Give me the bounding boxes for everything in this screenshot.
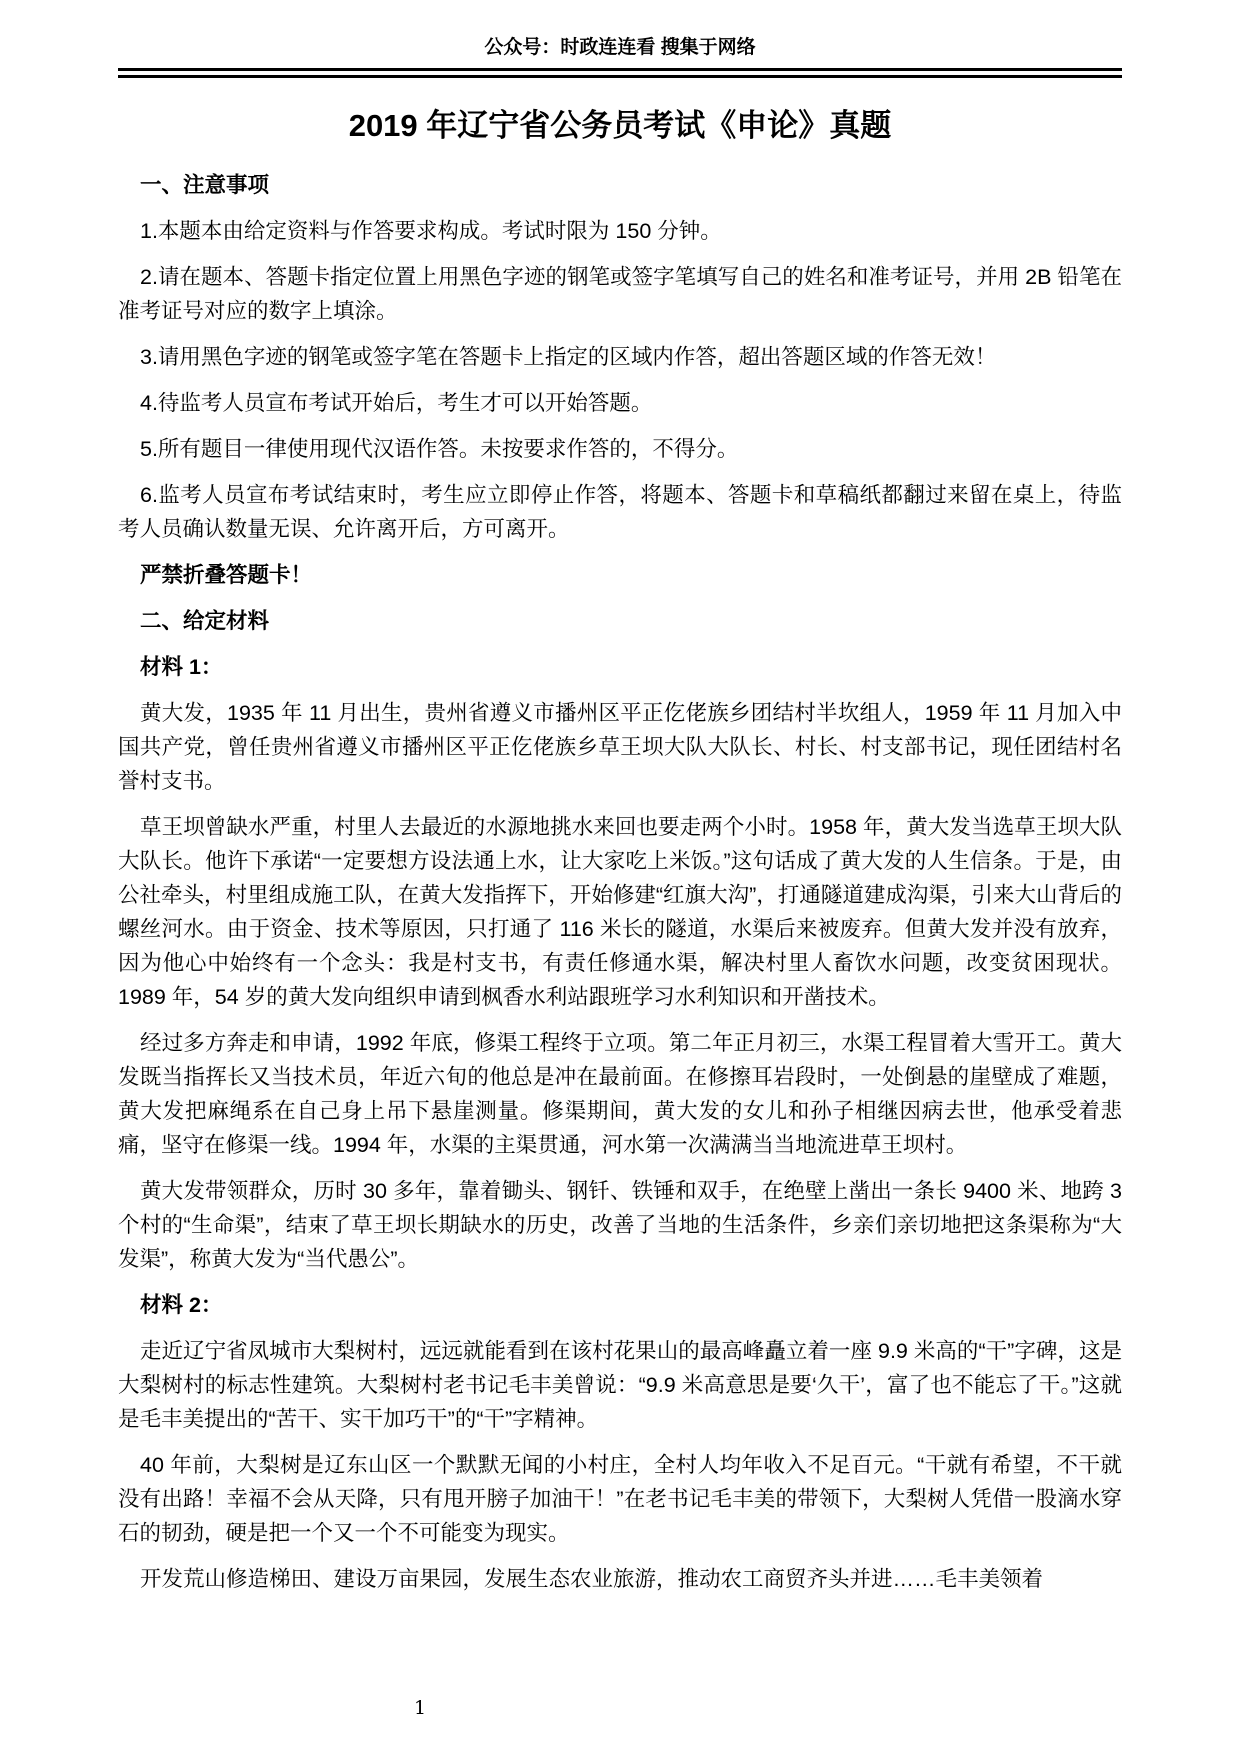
material-1-paragraph-1: 黄大发，1935 年 11 月出生，贵州省遵义市播州区平正仡佬族乡团结村半坎组人，1959 年 11 月加入中国共产党，曾任贵州省遵义市播州区平正仡佬族乡草王坝大队大队长、村长、村支部书记，现任团结村名誉村支书。 xyxy=(118,701,1122,793)
material-1-label: 材料 1： xyxy=(140,655,223,679)
section-heading-materials: 二、给定材料 xyxy=(140,609,270,633)
material-2-paragraph-2: 40 年前，大梨树是辽东山区一个默默无闻的小村庄，全村人均年收入不足百元。“干就有希望，不干就没有出路！幸福不会从天降，只有甩开膀子加油干！”在老书记毛丰美的带领下，大梨树人凭借一股滴水穿石的韧劲，硬是把一个又一个不可能变为现实。 xyxy=(118,1453,1122,1545)
warning-text: 严禁折叠答题卡！ xyxy=(140,563,313,587)
material-1-paragraph-3: 经过多方奔走和申请，1992 年底，修渠工程终于立项。第二年正月初三，水渠工程冒着大雪开工。黄大发既当指挥长又当技术员，年近六旬的他总是冲在最前面。在修擦耳岩段时，一处倒悬的崖壁成了难题，黄大发把麻绳系在自己身上吊下悬崖测量。修渠期间，黄大发的女儿和孙子相继因病去世，他承受着悲痛，坚守在修渠一线。1994 年，水渠的主渠贯通，河水第一次满满当当地流进草王坝村。 xyxy=(118,1031,1122,1157)
header-rule xyxy=(118,68,1122,78)
section-heading-notices: 一、注意事项 xyxy=(140,173,270,197)
notice-item-4: 4.待监考人员宣布考试开始后，考生才可以开始答题。 xyxy=(140,391,653,415)
material-1-paragraph-2: 草王坝曾缺水严重，村里人去最近的水源地挑水来回也要走两个小时。1958 年，黄大发当选草王坝大队大队长。他许下承诺“一定要想方设法通上水，让大家吃上米饭。”这句话成了黄大发的人生信条。于是，由公社牵头，村里组成施工队，在黄大发指挥下，开始修建“红旗大沟”，打通隧道建成沟渠，引来大山背后的螺丝河水。由于资金、技术等原因，只打通了 116 米长的隧道，水渠后来被废弃。但黄大发并没有放弃，因为他心中始终有一个念头：我是村支书，有责任修通水渠，解决村里人畜饮水问题，改变贫困现状。1989 年，54 岁的黄大发向组织申请到枫香水利站跟班学习水利知识和开凿技术。 xyxy=(118,815,1122,1009)
material-1-paragraph-4: 黄大发带领群众，历时 30 多年，靠着锄头、钢钎、铁锤和双手，在绝壁上凿出一条长 9400 米、地跨 3 个村的“生命渠”，结束了草王坝长期缺水的历史，改善了当地的生活条件，乡亲们亲切地把这条渠称为“大发渠”，称黄大发为“当代愚公”。 xyxy=(118,1179,1122,1271)
header-note: 公众号：时政连连看 搜集于网络 xyxy=(484,37,756,58)
notice-item-6: 6.监考人员宣布考试结束时，考生应立即停止作答，将题本、答题卡和草稿纸都翻过来留在桌上，待监考人员确认数量无误、允许离开后，方可离开。 xyxy=(118,483,1122,541)
material-2-paragraph-3: 开发荒山修造梯田、建设万亩果园，发展生态农业旅游，推动农工商贸齐头并进……毛丰美领着 xyxy=(140,1567,1044,1591)
material-2-label: 材料 2： xyxy=(140,1293,223,1317)
notice-item-3: 3.请用黑色字迹的钢笔或签字笔在答题卡上指定的区域内作答，超出答题区域的作答无效！ xyxy=(140,345,997,369)
notice-item-5: 5.所有题目一律使用现代汉语作答。未按要求作答的，不得分。 xyxy=(140,437,739,461)
page-title: 2019 年辽宁省公务员考试《申论》真题 xyxy=(348,108,892,143)
notice-item-1: 1.本题本由给定资料与作答要求构成。考试时限为 150 分钟。 xyxy=(140,219,722,243)
material-2-paragraph-1: 走近辽宁省凤城市大梨树村，远远就能看到在该村花果山的最高峰矗立着一座 9.9 米高的“干”字碑，这是大梨树村的标志性建筑。大梨树村老书记毛丰美曾说：“9.9 米高意思是要‘久干’，富了也不能忘了干。”这就是毛丰美提出的“苦干、实干加巧干”的“干”字精神。 xyxy=(118,1339,1122,1431)
notice-item-2: 2.请在题本、答题卡指定位置上用黑色字迹的钢笔或签字笔填写自己的姓名和准考证号，并用 2B 铅笔在准考证号对应的数字上填涂。 xyxy=(118,265,1122,323)
page-number: 1 xyxy=(414,1697,427,1719)
document-page xyxy=(118,0,1122,1608)
